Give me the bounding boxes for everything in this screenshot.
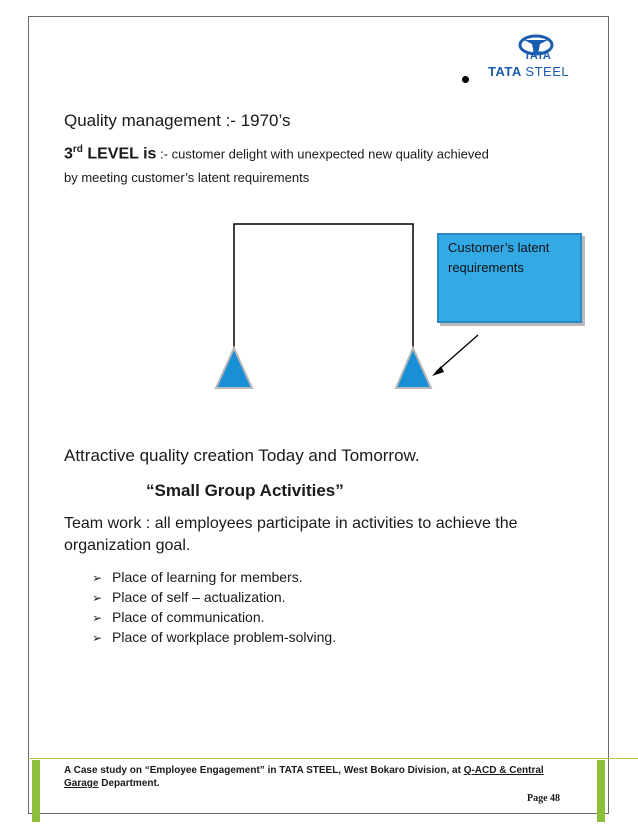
brand-word-tata: TATA — [488, 64, 522, 79]
list-item — [92, 567, 336, 587]
triangle-right — [396, 348, 431, 388]
arrow-bullet-icon: ➢ — [92, 571, 103, 585]
list-item — [92, 627, 336, 647]
teamwork-paragraph-line2: organization goal. — [64, 537, 191, 554]
pointer-arrowhead — [432, 366, 444, 376]
bullet-list — [92, 567, 336, 647]
section-subtitle: “Small Group Activities” — [146, 481, 344, 500]
footer-garage: Garage — [64, 778, 99, 789]
arrow-bullet-icon: ➢ — [92, 631, 103, 645]
list-item-text: Place of workplace problem-solving. — [112, 629, 337, 645]
arrow-bullet-icon: ➢ — [92, 591, 103, 605]
footer-line2 — [64, 778, 160, 789]
footer-text-underlined: Q-ACD & Central — [463, 765, 544, 776]
level-ordinal: rd — [72, 144, 83, 155]
list-item-text: Place of communication. — [112, 609, 265, 625]
latent-requirements-label: Customer’s latent requirements — [448, 240, 550, 275]
brand-word-steel: STEEL — [525, 64, 570, 79]
level-description: :- customer delight with unexpected new quality achieved — [156, 146, 489, 162]
level-number: 3 — [64, 145, 73, 163]
arrow-bullet-icon: ➢ — [92, 611, 103, 625]
footer-text-a: A Case study on “Employee Engagement” in TATA STEEL, West Bokaro Division, at — [64, 765, 464, 776]
list-item-text: Place of learning for members. — [112, 569, 303, 585]
triangle-left — [216, 348, 252, 388]
list-item — [92, 607, 336, 627]
level-label: LEVEL is — [82, 145, 157, 163]
page-number: Page 48 — [527, 793, 561, 804]
footer-line1 — [64, 765, 544, 776]
section-title: Attractive quality creation Today and Tomorrow. — [64, 446, 420, 465]
footer-divider — [28, 758, 638, 759]
list-item-text: Place of self – actualization. — [112, 589, 286, 605]
list-item — [92, 587, 336, 607]
level-description-line2: by meeting customer’s latent requirements — [64, 170, 310, 185]
footer-department: Department. — [98, 778, 160, 789]
pointer-arrow-line — [436, 335, 478, 372]
footer-bar-right — [597, 760, 605, 822]
footer-bar-left — [32, 760, 40, 822]
diagram-connector — [234, 224, 413, 348]
brand-top-word: TATA — [524, 50, 551, 62]
teamwork-paragraph-line1: Team work : all employees participate in activities to achieve the — [64, 515, 518, 532]
page-heading: Quality management :- 1970’s — [64, 111, 291, 130]
